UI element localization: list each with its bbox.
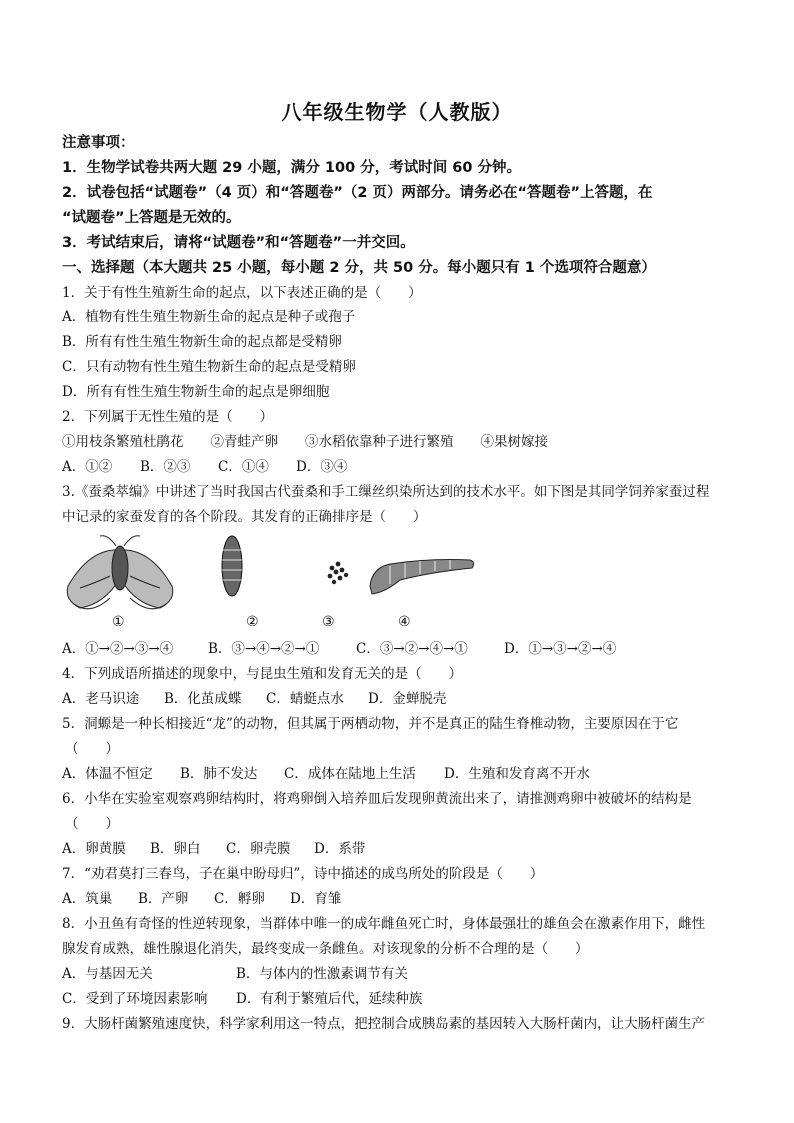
q4-option-c: C．蜻蜓点水 — [266, 691, 344, 707]
q4-option-b: B．化茧成蝶 — [164, 691, 242, 707]
note-3: 3．考试结束后，请将“试题卷”和“答题卷”一并交回。 — [62, 235, 415, 251]
q4-option-d: D．金蝉脱壳 — [368, 691, 447, 707]
q3-option-c: C．③→②→④→① — [356, 641, 468, 657]
figure-label-4: ④ — [398, 614, 411, 630]
moth-illustration — [67, 536, 173, 609]
q5-option-d: D．生殖和发育离不开水 — [444, 766, 590, 782]
q5-option-a: A．体温不恒定 — [62, 766, 153, 782]
q2-option-d: D．③④ — [296, 459, 348, 475]
q3-stem-1: 3.《蚕桑萃编》中讲述了当时我国古代蚕桑和手工缫丝织染所达到的技术水平。如下图是其同学饲养家蚕过程 — [62, 484, 710, 500]
note-2-cont: “试题卷”上答题是无效的。 — [62, 210, 241, 226]
q1-option-c: C．只有动物有性生殖生物新生命的起点是受精卵 — [62, 359, 356, 375]
q3-option-a: A．①→②→③→④ — [62, 641, 174, 657]
q2-option-b: B．②③ — [140, 459, 191, 475]
q5-stem-1: 5．洞螈是一种长相接近“龙”的动物，但其属于两栖动物，并不是真正的陆生脊椎动物，主要原因在于它 — [62, 716, 679, 732]
q3-option-d: D．①→③→②→④ — [504, 641, 617, 657]
q7-option-a: A．筑巢 — [62, 891, 113, 907]
q8-option-c: C．受到了环境因素影响 — [62, 991, 208, 1007]
q6-option-d: D．系带 — [314, 841, 366, 857]
q4-options — [62, 690, 446, 708]
note-2: 2．试卷包括“试题卷”（4 页）和“答题卷”（2 页）两部分。请务必在“答题卷”上答题，在 — [62, 185, 653, 201]
q8-option-b: B．与体内的性激素调节有关 — [236, 966, 408, 982]
q2-option-a: A．①② — [62, 459, 113, 475]
q8-options-row-1 — [62, 965, 408, 983]
q7-option-d: D．育雏 — [290, 891, 342, 907]
q2-items: ①用枝条繁殖杜鹃花 ②青蛙产卵 ③水稻依靠种子进行繁殖 ④果树嫁接 — [62, 434, 548, 450]
q3-stem-2: 中记录的家蚕发育的各个阶段。其发育的正确排序是（ ） — [62, 509, 427, 525]
q5-option-c: C．成体在陆地上生活 — [284, 766, 416, 782]
q6-option-c: C．卵壳膜 — [226, 841, 291, 857]
q3-option-b: B．③→④→②→① — [208, 641, 320, 657]
q7-stem: 7．“劝君莫打三春鸟，子在巢中盼母归”，诗中描述的成鸟所处的阶段是（ ） — [62, 866, 544, 882]
q1-option-a: A．植物有性生殖生物新生命的起点是种子或孢子 — [62, 309, 356, 325]
q8-option-a: A．与基因无关 — [62, 966, 153, 982]
q4-stem: 4．下列成语所描述的现象中，与昆虫生殖和发育无关的是（ ） — [62, 666, 463, 682]
notes-heading: 注意事项： — [62, 135, 135, 151]
eggs-illustration — [328, 562, 349, 585]
q2-stem: 2．下列属于无性生殖的是（ ） — [62, 409, 274, 425]
q6-stem-2: （ ） — [65, 816, 119, 832]
figure-label-1: ① — [112, 614, 125, 630]
q1-stem: 1．关于有性生殖新生命的起点，以下表述正确的是（ ） — [62, 285, 422, 301]
q7-option-b: B．产卵 — [138, 891, 189, 907]
q5-stem-2: （ ） — [65, 741, 119, 757]
figure-label-3: ③ — [322, 614, 335, 630]
q8-stem-2: 腺发育成熟，雄性腺退化消失，最终变成一条雌鱼。对该现象的分析不合理的是（ ） — [62, 941, 589, 957]
q1-option-d: D．所有有性生殖生物新生命的起点是卵细胞 — [62, 384, 330, 400]
q9-stem: 9．大肠杆菌繁殖速度快，科学家利用这一特点，把控制合成胰岛素的基因转入大肠杆菌内，让大肠杆菌生产 — [62, 1016, 706, 1032]
larva-illustration — [370, 560, 474, 595]
q6-stem-1: 6．小华在实验室观察鸡卵结构时，将鸡卵倒入培养皿后发现卵黄流出来了，请推测鸡卵中被破坏的结构是 — [62, 791, 692, 807]
q2-options — [62, 458, 347, 476]
q6-option-b: B．卵白 — [150, 841, 201, 857]
q4-option-a: A．老马识途 — [62, 691, 140, 707]
q6-option-a: A．卵黄膜 — [62, 841, 126, 857]
figure-label-2: ② — [246, 614, 259, 630]
section-heading: 一、选择题（本大题共 25 小题，每小题 2 分，共 50 分。每小题只有 1 个选项符合题意） — [62, 260, 656, 276]
q1-option-b: B．所有有性生殖生物新生命的起点都是受精卵 — [62, 334, 342, 350]
q3-options — [62, 640, 616, 658]
note-1: 1．生物学试卷共两大题 29 小题，满分 100 分，考试时间 60 分钟。 — [62, 160, 521, 176]
q6-options — [62, 840, 365, 858]
q7-option-c: C．孵卵 — [214, 891, 265, 907]
q8-options-row-2 — [62, 990, 422, 1008]
page-title: 八年级生物学（人教版） — [281, 100, 513, 124]
q5-options — [62, 765, 590, 783]
q2-option-c: C．①④ — [218, 459, 269, 475]
q8-stem-1: 8．小丑鱼有奇怪的性逆转现象，当群体中唯一的成年雌鱼死亡时，身体最强壮的雄鱼会在激素作用下，雌性 — [62, 916, 706, 932]
q8-option-d: D．有利于繁殖后代，延续种族 — [236, 991, 423, 1007]
q7-options — [62, 890, 341, 908]
pupa-illustration — [222, 536, 242, 596]
q5-option-b: B．肺不发达 — [180, 766, 258, 782]
